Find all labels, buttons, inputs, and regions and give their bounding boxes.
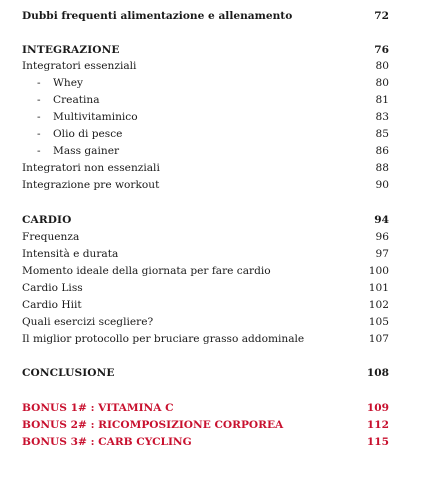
toc-entry-page: 72 xyxy=(374,10,389,22)
list-dash: - xyxy=(37,77,41,89)
toc-entry-integratori-essenziali[interactable] xyxy=(22,58,389,74)
toc-entry-cardio[interactable] xyxy=(22,212,389,228)
toc-entry-multivitaminico[interactable] xyxy=(22,109,389,125)
toc-entry-page: 80 xyxy=(375,77,389,89)
toc-entry-page: 85 xyxy=(375,128,389,140)
list-dash: - xyxy=(37,111,41,123)
toc-entry-label: BONUS 2# : RICOMPOSIZIONE CORPOREA xyxy=(22,419,284,431)
toc-entry-intensita-e-durata[interactable] xyxy=(22,246,389,262)
toc-entry-miglior-protocollo[interactable] xyxy=(22,331,389,347)
toc-entry-label: CONCLUSIONE xyxy=(22,367,115,379)
toc-entry-label: INTEGRAZIONE xyxy=(22,44,120,56)
toc-entry-integrazione[interactable] xyxy=(22,42,389,58)
toc-entry-page: 80 xyxy=(375,60,389,72)
toc-entry-page: 109 xyxy=(366,402,389,414)
toc-entry-page: 90 xyxy=(375,179,389,191)
toc-entry-label: Mass gainer xyxy=(53,145,120,157)
toc-entry-label-wrap xyxy=(22,75,361,91)
toc-entry-bonus-vitamina-c[interactable] xyxy=(22,400,389,416)
toc-entry-label-wrap xyxy=(22,143,361,159)
toc-entry-page: 105 xyxy=(368,316,389,328)
toc-entry-label: BONUS 1# : VITAMINA C xyxy=(22,402,174,414)
toc-entry-whey[interactable] xyxy=(22,75,389,91)
toc-entry-page: 107 xyxy=(368,333,389,345)
toc-entry-page: 101 xyxy=(368,282,389,294)
toc-entry-label: Integrazione pre workout xyxy=(22,179,160,191)
list-dash: - xyxy=(37,128,41,140)
toc-entry-label: Dubbi frequenti alimentazione e allenamento xyxy=(22,10,293,22)
toc-entry-label: CARDIO xyxy=(22,214,72,226)
toc-entry-label: Olio di pesce xyxy=(53,128,123,140)
toc-entry-integrazione-pre-workout[interactable] xyxy=(22,177,389,193)
toc-entry-label-wrap xyxy=(22,109,361,125)
toc-entry-page: 108 xyxy=(366,367,389,379)
toc-entry-label: Cardio Hiit xyxy=(22,299,82,311)
toc-entry-label: Intensità e durata xyxy=(22,248,119,260)
toc-entry-page: 100 xyxy=(368,265,389,277)
toc-entry-label: Whey xyxy=(53,77,83,89)
toc-entry-page: 94 xyxy=(374,214,389,226)
toc-entry-page: 86 xyxy=(375,145,389,157)
toc-entry-label: Cardio Liss xyxy=(22,282,83,294)
toc-entry-page: 83 xyxy=(375,111,389,123)
toc-entry-page: 97 xyxy=(375,248,389,260)
toc-entry-label-wrap xyxy=(22,126,361,142)
toc-entry-label: Integratori essenziali xyxy=(22,60,137,72)
toc-entry-mass-gainer[interactable] xyxy=(22,143,389,159)
toc-entry-label: Integratori non essenziali xyxy=(22,162,160,174)
toc-entry-bonus-ricomposizione[interactable] xyxy=(22,417,389,433)
toc-entry-page: 88 xyxy=(375,162,389,174)
toc-entry-label: Creatina xyxy=(53,94,100,106)
toc-entry-page: 96 xyxy=(375,231,389,243)
toc-entry-quali-esercizi[interactable] xyxy=(22,314,389,330)
toc-entry-page: 81 xyxy=(375,94,389,106)
toc-entry-label: BONUS 3# : CARB CYCLING xyxy=(22,436,192,448)
toc-entry-page: 102 xyxy=(368,299,389,311)
toc-entry-cardio-hiit[interactable] xyxy=(22,297,389,313)
toc-entry-cardio-liss[interactable] xyxy=(22,280,389,296)
toc-entry-label: Multivitaminico xyxy=(53,111,138,123)
list-dash: - xyxy=(37,145,41,157)
toc-entry-conclusione[interactable] xyxy=(22,365,389,381)
toc-entry-bonus-carb-cycling[interactable] xyxy=(22,434,389,450)
list-dash: - xyxy=(37,94,41,106)
toc-entry-page: 115 xyxy=(366,436,389,448)
toc-entry-momento-ideale[interactable] xyxy=(22,263,389,279)
toc-entry-olio-di-pesce[interactable] xyxy=(22,126,389,142)
toc-entry-label: Momento ideale della giornata per fare cardio xyxy=(22,265,271,277)
toc-entry-page: 76 xyxy=(374,44,389,56)
toc-entry-label-wrap xyxy=(22,92,361,108)
toc-entry-frequenza[interactable] xyxy=(22,229,389,245)
toc-entry-label: Quali esercizi scegliere? xyxy=(22,316,154,328)
toc-entry-label: Frequenza xyxy=(22,231,80,243)
toc-entry-dubbi-frequenti[interactable] xyxy=(22,8,389,24)
toc-entry-integratori-non-essenziali[interactable] xyxy=(22,160,389,176)
toc-entry-page: 112 xyxy=(366,419,389,431)
toc-entry-label: Il miglior protocollo per bruciare grasso addominale xyxy=(22,333,305,345)
toc-entry-creatina[interactable] xyxy=(22,92,389,108)
